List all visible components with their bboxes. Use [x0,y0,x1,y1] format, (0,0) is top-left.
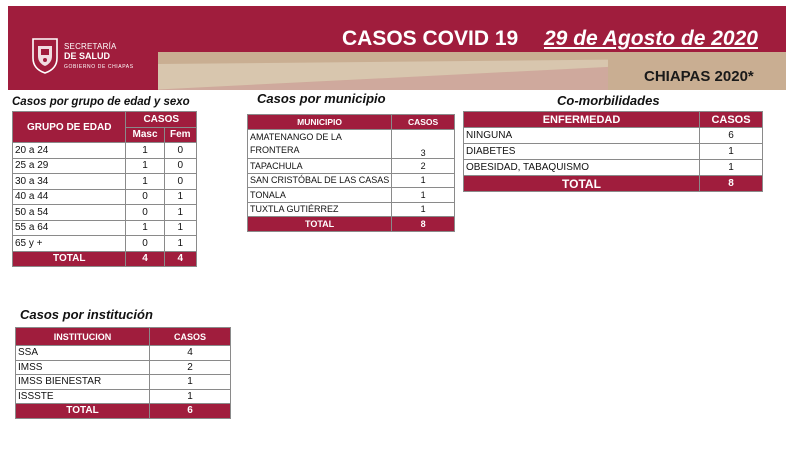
table-row [464,160,763,176]
total-masc: 4 [126,251,164,267]
total-label: TOTAL [464,176,700,192]
cell-institucion: ISSSTE [16,389,150,404]
cell-enfermedad: OBESIDAD, TABAQUISMO [464,160,700,176]
col-masc: Masc [126,127,164,143]
col-casos: CASOS [126,112,197,128]
total-value: 8 [700,176,763,192]
total-value: 6 [150,404,231,419]
table-row [464,128,763,144]
cell-casos: 1 [392,202,455,217]
cell-casos: 2 [150,360,231,375]
cell-masc: 1 [126,158,164,174]
total-row [464,176,763,192]
col-casos: CASOS [392,115,455,130]
table-row [248,202,455,217]
total-label: TOTAL [13,251,126,267]
cell-masc: 0 [126,205,164,221]
table-row [13,205,197,221]
table-row [16,360,231,375]
cell-municipio: SAN CRISTÓBAL DE LAS CASAS [248,173,392,188]
cell-grupo: 65 y + [13,236,126,252]
municipio-table [247,114,455,232]
cell-enfermedad: DIABETES [464,144,700,160]
institucion-section-title: Casos por institución [20,307,153,322]
cell-masc: 0 [126,236,164,252]
municipio-header-row [248,115,455,130]
total-fem: 4 [164,251,196,267]
table-row [248,130,455,159]
institucion-header-row [16,328,231,346]
institucion-table [15,327,231,419]
cell-casos: 4 [150,346,231,361]
comorbilidades-section-title: Co-morbilidades [557,93,660,108]
table-row [248,173,455,188]
comorb-header-row [464,112,763,128]
cell-fem: 1 [164,220,196,236]
edad-section-title: Casos por grupo de edad y sexo [12,96,190,108]
cell-fem: 1 [164,189,196,205]
table-row [16,375,231,390]
cell-casos: 1 [700,144,763,160]
cell-casos: 2 [392,159,455,174]
table-row [13,189,197,205]
cell-fem: 1 [164,236,196,252]
cell-grupo: 25 a 29 [13,158,126,174]
total-label: TOTAL [248,217,392,232]
cell-casos: 3 [392,130,455,159]
report-date: 29 de Agosto de 2020 [544,27,758,50]
municipio-section-title: Casos por municipio [257,91,386,106]
region-label: CHIAPAS 2020* [644,68,754,85]
table-row [248,159,455,174]
cell-masc: 0 [126,189,164,205]
cell-casos: 1 [150,375,231,390]
cell-casos: 1 [392,173,455,188]
table-row [13,174,197,190]
table-row [13,236,197,252]
cell-masc: 1 [126,143,164,159]
table-row [13,143,197,159]
cell-fem: 1 [164,205,196,221]
logo-text-salud: DE SALUD [64,51,111,61]
table-row [16,389,231,404]
table-row [13,220,197,236]
cell-municipio: TAPACHULA [248,159,392,174]
cell-grupo: 30 a 34 [13,174,126,190]
state-seal-icon [30,36,60,74]
comorbilidades-table [463,111,763,192]
cell-municipio: TUXTLA GUTIÉRREZ [248,202,392,217]
col-institucion: INSTITUCION [16,328,150,346]
table-row [13,158,197,174]
header-banner [8,6,786,90]
cell-grupo: 20 a 24 [13,143,126,159]
cell-casos: 1 [150,389,231,404]
cell-enfermedad: NINGUNA [464,128,700,144]
secretaria-salud-logo [30,36,140,76]
col-grupo-edad: GRUPO DE EDAD [13,112,126,143]
edad-header-row [13,112,197,128]
cell-masc: 1 [126,174,164,190]
municipio-name-line1: AMATENANGO DE LA [250,132,342,142]
col-enfermedad: ENFERMEDAD [464,112,700,128]
logo-text-gobierno: GOBIERNO DE CHIAPAS [64,64,134,70]
cell-casos: 1 [700,160,763,176]
cell-masc: 1 [126,220,164,236]
cell-grupo: 40 a 44 [13,189,126,205]
cell-casos: 1 [392,188,455,203]
col-fem: Fem [164,127,196,143]
total-label: TOTAL [16,404,150,419]
table-row [248,188,455,203]
table-row [16,346,231,361]
cell-institucion: IMSS BIENESTAR [16,375,150,390]
edad-table [12,111,197,267]
col-casos: CASOS [150,328,231,346]
cell-municipio: TONALA [248,188,392,203]
cell-fem: 0 [164,174,196,190]
cell-casos: 6 [700,128,763,144]
cell-grupo: 55 a 64 [13,220,126,236]
cell-fem: 0 [164,158,196,174]
municipio-name-line2: FRONTERA [250,145,300,155]
cell-municipio [248,130,392,159]
total-row [16,404,231,419]
total-row [13,251,197,267]
total-row [248,217,455,232]
logo-text-secretaria: SECRETARÍA [64,42,117,51]
cell-grupo: 50 a 54 [13,205,126,221]
table-row [464,144,763,160]
cell-institucion: SSA [16,346,150,361]
cell-fem: 0 [164,143,196,159]
col-casos: CASOS [700,112,763,128]
report-title: CASOS COVID 19 [342,27,519,50]
total-value: 8 [392,217,455,232]
col-municipio: MUNICIPIO [248,115,392,130]
cell-institucion: IMSS [16,360,150,375]
